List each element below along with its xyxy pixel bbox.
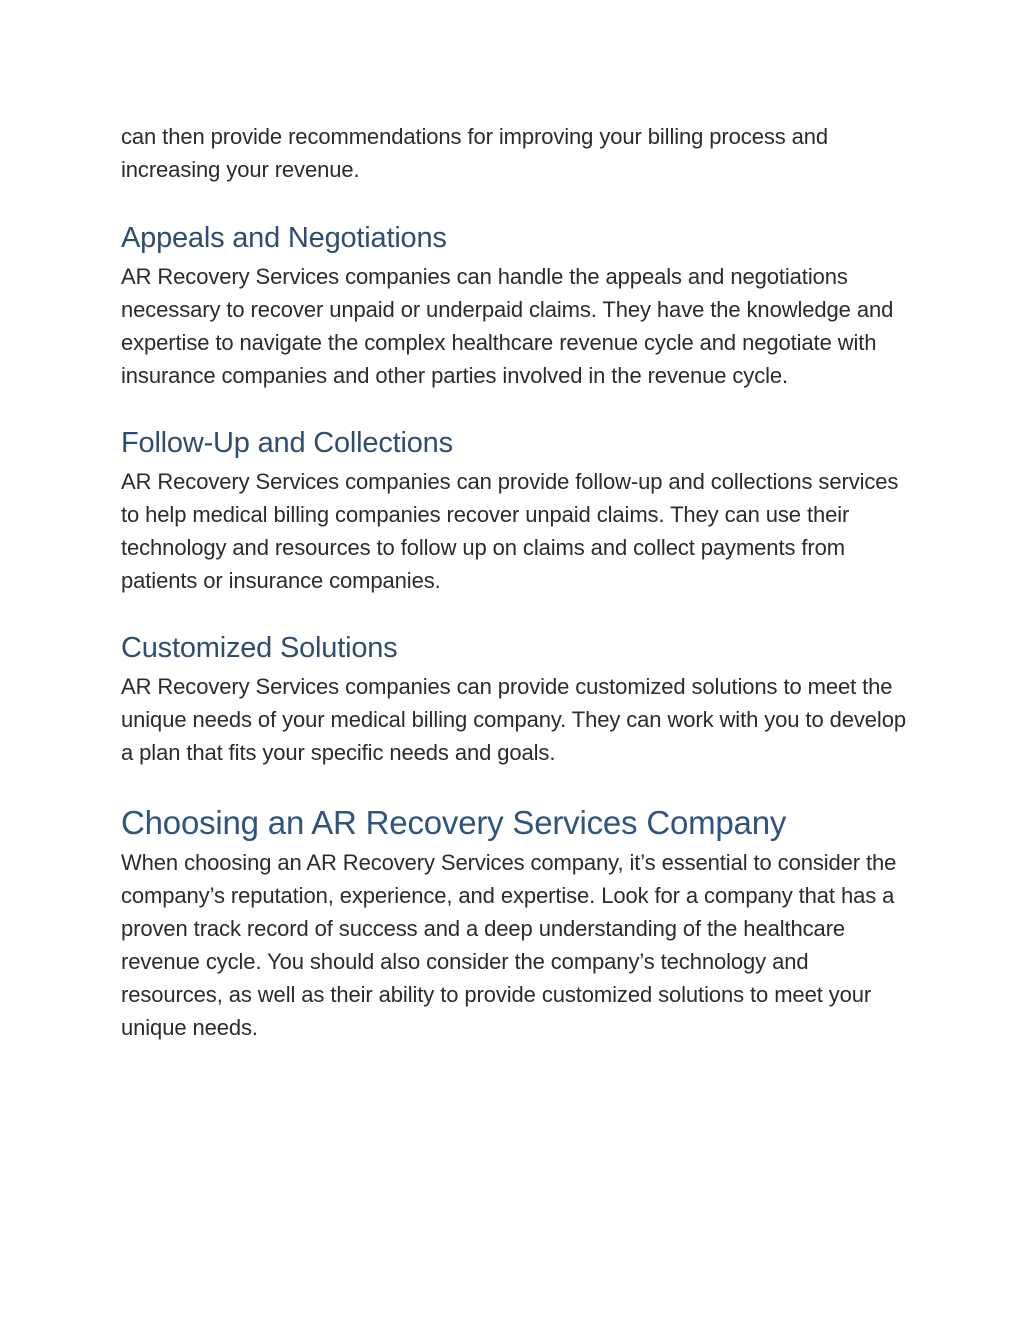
major-body: When choosing an AR Recovery Services company, it’s essential to consider the company’s reputation, experience, and expertise. Look for a company that has a proven track record of success and a deep understanding of the healthcare revenue cycle. You should also consider the company’s technology and resources, as well as their ability to provide customized solutions to meet your unique needs. xyxy=(121,850,897,1040)
section-heading: Customized Solutions xyxy=(121,632,398,664)
document-page xyxy=(121,120,911,1044)
section-body: AR Recovery Services companies can provide follow-up and collections services to help medical billing companies recover unpaid claims. They can use their technology and resources to follow up on claims and collect payments from patients or insurance companies. xyxy=(121,469,899,593)
section-customized-solutions xyxy=(121,630,911,769)
section-body: AR Recovery Services companies can provide customized solutions to meet the unique needs of your medical billing company. They can work with you to develop a plan that fits your specific needs and goals. xyxy=(121,674,906,765)
intro-paragraph: can then provide recommendations for improving your billing process and increasing your revenue. xyxy=(121,124,829,182)
section-choosing-company xyxy=(121,802,911,1044)
section-body: AR Recovery Services companies can handle the appeals and negotiations necessary to recover unpaid or underpaid claims. They have the knowledge and expertise to navigate the complex healthcare revenue cycle and negotiate with insurance companies and other parties involved in the revenue cycle. xyxy=(121,264,894,388)
section-heading: Follow-Up and Collections xyxy=(121,427,453,459)
section-appeals-negotiations xyxy=(121,220,911,392)
section-follow-up-collections xyxy=(121,425,911,597)
section-heading: Appeals and Negotiations xyxy=(121,222,447,254)
major-heading: Choosing an AR Recovery Services Company xyxy=(121,804,787,841)
